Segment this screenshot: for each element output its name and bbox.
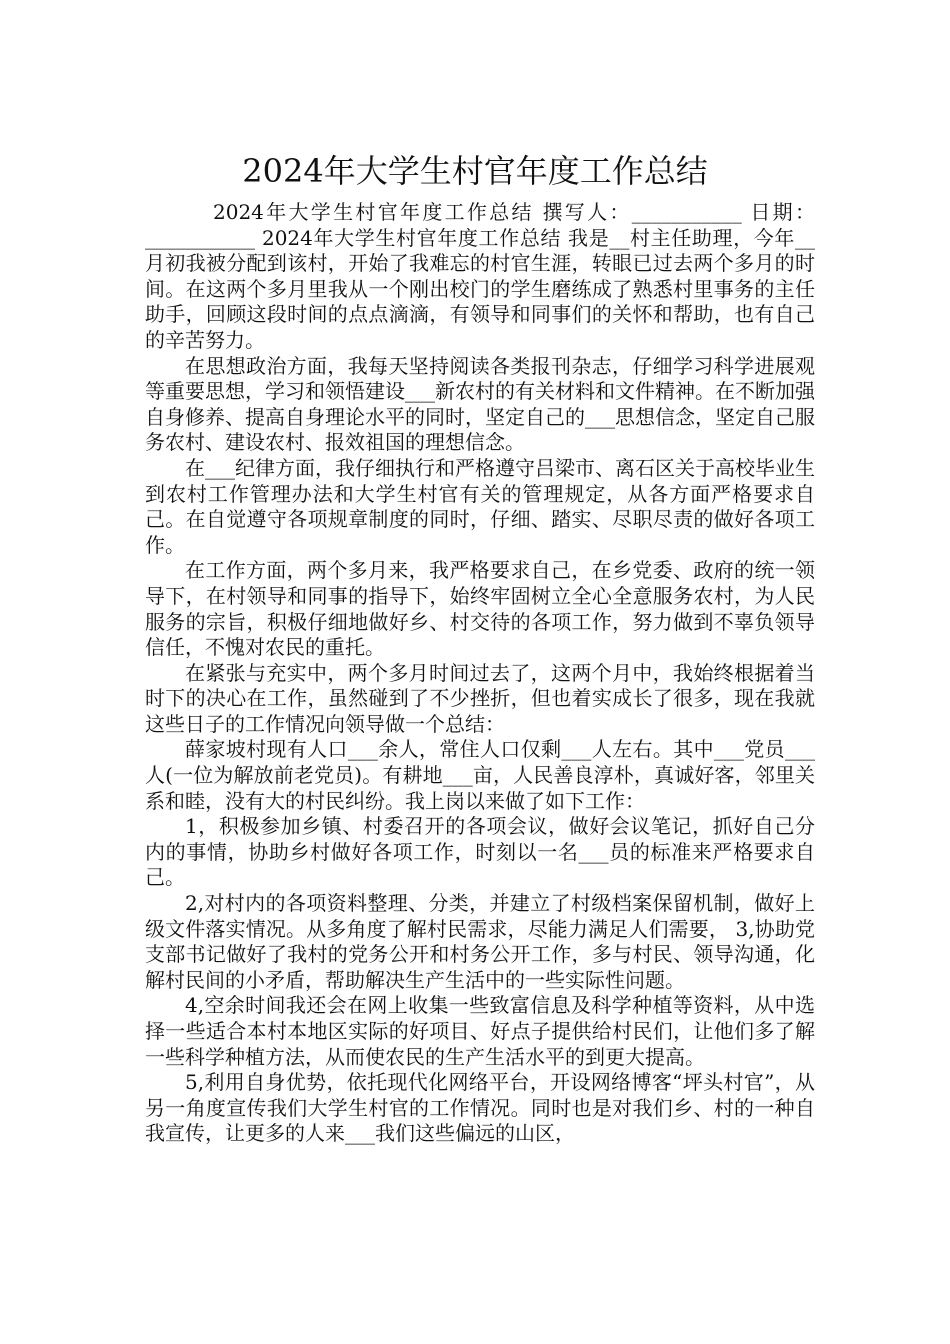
paragraph-discipline: 在___纪律方面，我仔细执行和严格遵守吕梁市、离石区关于高校毕业生到农村工作管理办法和大学生村官有关的管理规定，从各方面严格要求自己。在自觉遵守各项规章制度的同时，仔细、踏实、尽职尽责的做好各项工作。 xyxy=(145,455,815,557)
paragraph-village-info: 薛家坡村现有人口___余人，常住人口仅剩___人左右。其中___党员___人(一位为解放前老党员)。有耕地___亩，人民善良淳朴，真诚好客，邻里关系和睦，没有大的村民纠纷。我上岗以来做了如下工作： xyxy=(145,737,815,813)
paragraph-item-5: 5,利用自身优势，依托现代化网络平台，开设网络博客“坪头村官”，从另一角度宣传我们大学生村官的工作情况。同时也是对我们乡、村的一种自我宣传，让更多的人来___我们这些偏远的山区， xyxy=(145,1070,815,1146)
paragraph-intro: 2024年大学生村官年度工作总结 撰写人：___________ 日期：___________ 2024年大学生村官年度工作总结 我是__村主任助理，今年__月初我被分配到该村，开始了我难忘的村官生涯，转眼已过去两个多月的时间。在这两个多月里我从一个刚出校门的学生磨练成了熟悉村里事务的主任助手，回顾这段时间的点点滴滴，有领导和同事们的关怀和帮助，也有自己的辛苦努力。 xyxy=(145,200,815,352)
paragraph-item-1: 1，积极参加乡镇、村委召开的各项会议，做好会议笔记，抓好自己分内的事情，协助乡村做好各项工作，时刻以一名___员的标准来严格要求自己。 xyxy=(145,814,815,890)
paragraph-work: 在工作方面，两个多月来，我严格要求自己，在乡党委、政府的统一领导下，在村领导和同事的指导下，始终牢固树立全心全意服务农村，为人民服务的宗旨，积极仔细地做好乡、村交待的各项工作，努力做到不辜负领导信任，不愧对农民的重托。 xyxy=(145,558,815,660)
paragraph-item-2-3: 2,对村内的各项资料整理、分类，并建立了村级档案保留机制，做好上级文件落实情况。从多角度了解村民需求，尽能力满足人们需要， 3,协助党支部书记做好了我村的党务公开和村务公开工作，多与村民、领导沟通，化解村民间的小矛盾，帮助解决生产生活中的一些实际性问题。 xyxy=(145,891,815,992)
paragraph-item-4: 4,空余时间我还会在网上收集一些致富信息及科学种植等资料，从中选择一些适合本村本地区实际的好项目、好点子提供给村民们，让他们多了解一些科学种植方法，从而使农民的生产生活水平的到更大提高。 xyxy=(145,993,815,1069)
document-body xyxy=(145,200,815,1147)
paragraph-politics: 在思想政治方面，我每天坚持阅读各类报刊杂志，仔细学习科学进展观等重要思想，学习和领悟建设___新农村的有关材料和文件精神。在不断加强自身修养、提高自身理论水平的同时，坚定自己的___思想信念，坚定自己服务农村、建设农村、报效祖国的理想信念。 xyxy=(145,353,815,455)
paragraph-summary-intro: 在紧张与充实中，两个多月时间过去了，这两个月中，我始终根据着当时下的决心在工作，虽然碰到了不少挫折，但也着实成长了很多，现在我就这些日子的工作情况向领导做一个总结： xyxy=(145,660,815,736)
document-title: 2024年大学生村官年度工作总结 xyxy=(242,152,708,191)
